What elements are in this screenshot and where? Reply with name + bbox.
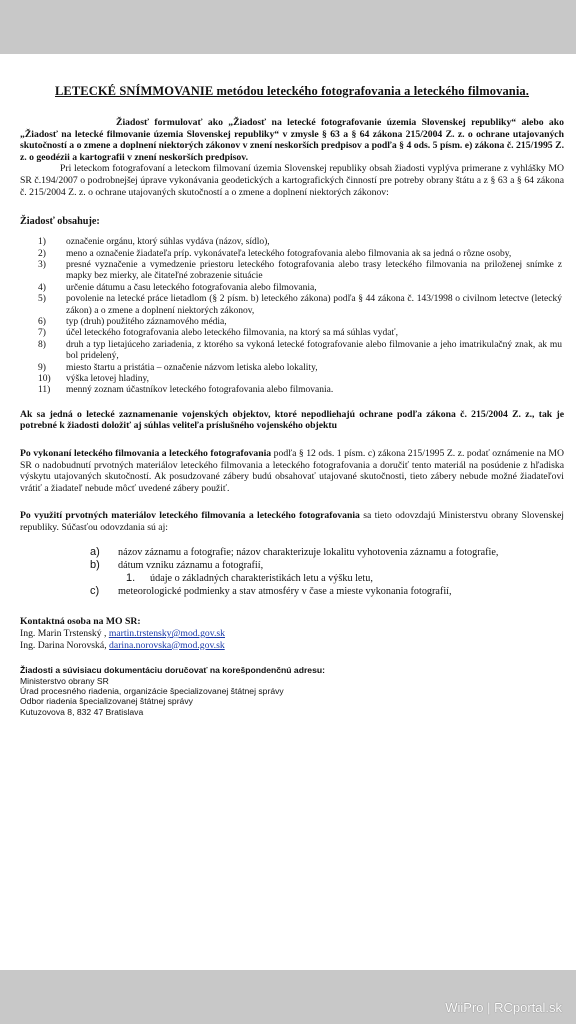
- bottom-toolbar-bar: [0, 970, 576, 1024]
- handover-item-text: dátum vzniku záznamu a fotografií,: [118, 559, 264, 571]
- list-item-text: určenie dátumu a času leteckého fotografovania alebo filmovania,: [66, 282, 317, 293]
- military-objects-note: Ak sa jedná o letecké zaznamenanie vojenských objektov, ktoré nepodliehajú ochrane podľa zákona č. 215/2004 Z. z., tak je potrebné k žiadosti doložiť aj súhlas veliteľa príslušného vojenského objektu: [20, 408, 564, 432]
- document-title: LETECKÉ SNÍMMOVANIE metódou leteckého fotografovania a leteckého filmovania.: [54, 84, 530, 98]
- list-item-number: 6): [38, 317, 46, 327]
- handover-item: [90, 559, 564, 572]
- list-item-text: druh a typ lietajúceho zariadenia, z ktorého sa vykoná letecké fotografovanie alebo filmovanie a jeho imatrikulačný znak, ak mu bol pridelený,: [66, 339, 562, 362]
- list-item-text: miesto štartu a pristátia – označenie názvom letiska alebo lokality,: [66, 362, 318, 373]
- list-item-text: označenie orgánu, ktorý súhlas vydáva (názov, sídlo),: [66, 237, 270, 248]
- contact-section: [20, 616, 564, 651]
- list-item: [20, 283, 564, 294]
- handover-subitem: [126, 572, 564, 585]
- contact-name: Ing. Marin Trstenský ,: [20, 628, 107, 639]
- intro-bold-paragraph: Žiadosť formulovať ako „Žiadosť na letecké fotografovanie územia Slovenskej republiky“ alebo ako „Žiadosť na letecké filmovanie územia Slovenskej republiky“ v zmysle § 63 a § 64 zákona 215/2004 Z. z. o ochrane utajovaných skutočností a o zmene a doplnení niektorých zákonov v znení neskorších predpisov a podľa § 4 ods. 5 písm. e) zákona č. 215/1995 Z. z. o geodézii a kartografii v znení neskorších predpisov.: [20, 117, 564, 163]
- address-section: [20, 665, 564, 717]
- after-recording-text: podľa § 12 ods. 1 písm. c) zákona 215/1995 Z. z. podať oznámenie na MO SR o nadobudnutí prvotných materiálov leteckého filmovania a leteckého fotografovania a doručiť tento materiál na posúdenie z hľadiska výskytu utajovaných skutočností. Ak posudzované zábery budú obsahovať utajované skutočnosti, tieto zábery nebude možné žiadateľovi vrátiť a žiadateľ nebude môcť uvedené zábery použiť.: [20, 448, 564, 494]
- list-item-text: meno a označenie žiadateľa príp. vykonávateľa leteckého fotografovania alebo filmovania ak sa jedná o rôzne osoby,: [66, 248, 512, 259]
- after-recording-lead: Po vykonaní leteckého filmovania a leteckého fotografovania: [20, 448, 272, 460]
- after-recording-paragraph: [20, 448, 564, 494]
- handover-item-text: údaje o základných charakteristikách letu a výšku letu,: [150, 573, 373, 584]
- handover-item-label: b): [90, 558, 100, 571]
- list-item-number: 9): [38, 362, 46, 373]
- list-item-text: výška letovej hladiny,: [66, 374, 150, 385]
- address-line: Úrad procesného riadenia, organizácie špecializovanej štátnej správy: [20, 686, 284, 696]
- contents-heading: Žiadosť obsahuje:: [20, 216, 100, 228]
- list-item: [20, 385, 564, 396]
- contact-email-link[interactable]: darina.norovska@mod.gov.sk: [109, 639, 225, 651]
- address-line: Kutuzovova 8, 832 47 Bratislava: [20, 706, 144, 717]
- address-heading: Žiadosti a súvisiacu dokumentáciu doručovať na korešpondenčnú adresu:: [20, 665, 325, 676]
- list-item-number: 8): [38, 339, 46, 350]
- address-line: Odbor riadenia špecializovanej štátnej správy: [20, 696, 193, 707]
- list-item: [20, 328, 564, 339]
- handover-item: [90, 546, 564, 559]
- contact-email-link[interactable]: martin.trstensky@mod.gov.sk: [108, 628, 226, 639]
- list-item: [20, 340, 564, 363]
- watermark-text: WiiPro | RCportal.sk: [445, 1000, 562, 1015]
- list-item: [20, 249, 564, 260]
- list-item-number: 10): [38, 374, 51, 385]
- contact-name: Ing. Darina Norovská,: [20, 639, 107, 651]
- list-item: [20, 317, 564, 328]
- list-item: [20, 294, 564, 317]
- contact-person: [20, 628, 564, 640]
- handover-item-label: 1.: [126, 572, 136, 584]
- list-item: [20, 260, 564, 283]
- list-item: [20, 374, 564, 385]
- usage-paragraph: [20, 510, 564, 533]
- list-item-text: menný zoznam účastníkov leteckého fotografovania alebo filmovania.: [66, 385, 334, 396]
- handover-item: [90, 585, 564, 598]
- handover-item-label: c): [90, 585, 100, 598]
- intro-paragraph: Pri leteckom fotografovaní a leteckom filmovaní územia Slovenskej republiky obsah žiadosti vyplýva primerane z vyhlášky MO SR č.194/2007 o podrobnejšej úprave vykonávania geodetických a kartografických činností pre potreby obrany štátu a z § 63 a § 64 zákona č. 215/2004 Z. z. o ochrane utajovaných skutočností a o zmene a doplnení niektorých zákonov:: [20, 163, 564, 198]
- list-item-number: 2): [38, 248, 46, 259]
- usage-lead: Po využití prvotných materiálov leteckého filmovania a leteckého fotografovania: [20, 510, 360, 522]
- contact-heading: Kontaktná osoba na MO SR:: [20, 616, 141, 628]
- list-item-text: povolenie na letecké práce lietadlom (§ 2 písm. b) leteckého zákona) podľa § 44 zákona č. 143/1998 o civilnom letectve (letecký zákon) a o zmene a doplnení niektorých zákonov,: [66, 294, 562, 316]
- list-item: [20, 363, 564, 374]
- list-item-number: 3): [38, 259, 46, 270]
- list-item: [20, 237, 564, 248]
- list-item-text: typ (druh) použitého záznamového média,: [66, 317, 227, 327]
- list-item-number: 1): [38, 237, 46, 248]
- list-item-text: presné vyznačenie a vymedzenie priestoru leteckého fotografovania alebo trasy leteckého filmovania na priloženej snímke z mapky bez mierky, ale čitateľné zobrazenie situácie: [66, 259, 562, 282]
- list-item-number: 7): [38, 328, 46, 339]
- document-page: [20, 84, 564, 717]
- requirements-list: [20, 237, 564, 397]
- usage-text: sa tieto odovzdajú Ministerstvu obrany Slovenskej republiky. Súčasťou odovzdania sú aj:: [20, 510, 564, 533]
- handover-item-text: meteorologické podmienky a stav atmosféry v čase a mieste vykonania fotografií,: [118, 586, 452, 598]
- handover-item-text: názov záznamu a fotografie; názov charakterizuje lokalitu vyhotovenia záznamu a fotografie,: [118, 546, 499, 558]
- top-toolbar-bar: [0, 0, 576, 54]
- list-item-text: účel leteckého fotografovania alebo leteckého filmovania, na ktorý sa má súhlas vydať,: [66, 328, 398, 339]
- list-item-number: 11): [38, 385, 51, 396]
- contact-person: [20, 640, 564, 652]
- list-item-number: 5): [38, 294, 46, 305]
- handover-item-label: a): [90, 545, 100, 558]
- list-item-number: 4): [38, 282, 46, 293]
- address-line: Ministerstvo obrany SR: [20, 675, 109, 686]
- handover-list: [90, 546, 564, 599]
